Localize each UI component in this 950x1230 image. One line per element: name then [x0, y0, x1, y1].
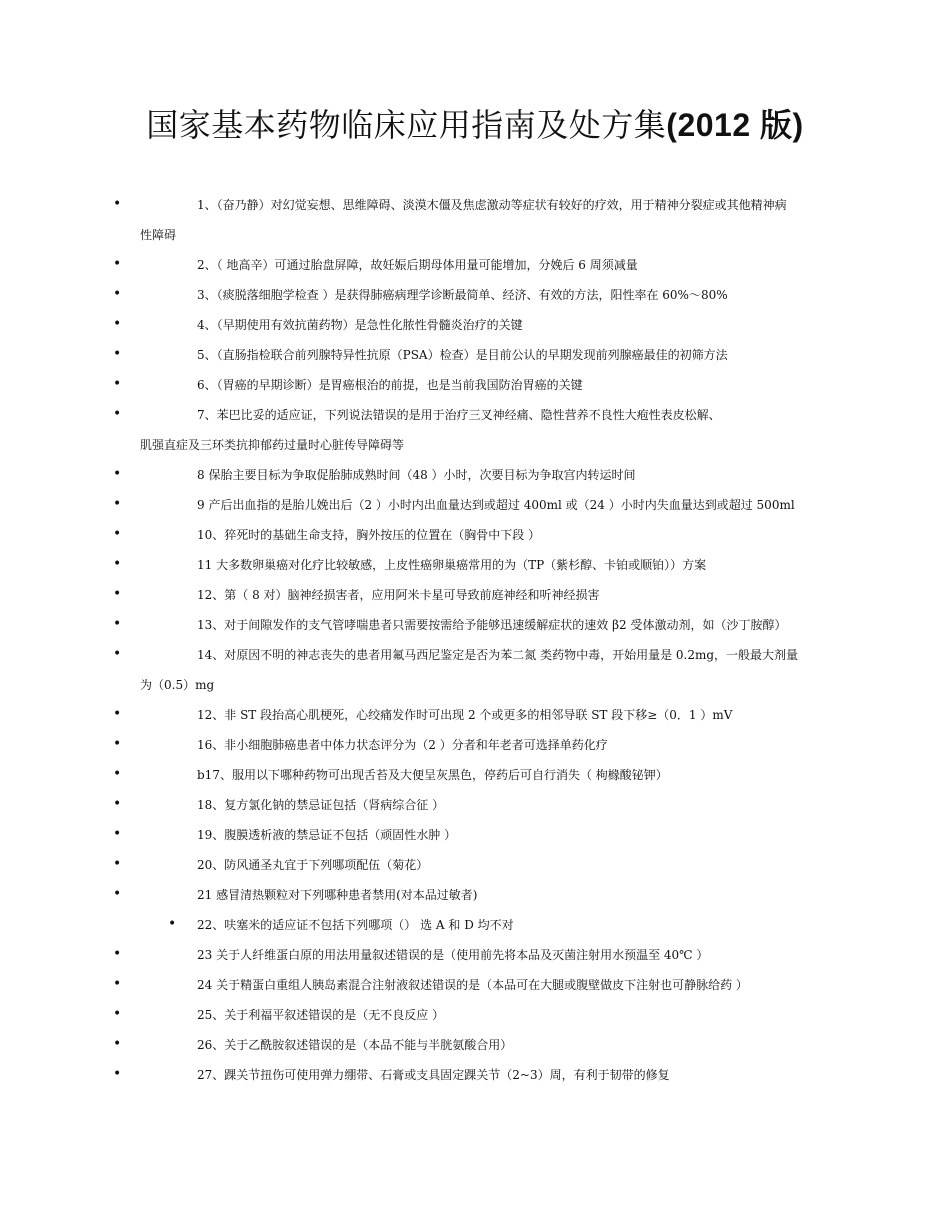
list-item: [0, 700, 950, 730]
list-item: [0, 400, 950, 460]
bullet-icon: •: [113, 346, 122, 362]
bullet-icon: •: [113, 1036, 122, 1052]
list-item: [0, 280, 950, 310]
bullet-icon: •: [113, 1066, 122, 1082]
bullet-icon: •: [113, 826, 122, 842]
bullet-icon: •: [113, 496, 122, 512]
list-item: [0, 910, 950, 940]
bullet-icon: •: [113, 736, 122, 752]
list-item: [0, 310, 950, 340]
item-text: 19、腹膜透析液的禁忌证不包括（顽固性水肿 ）: [197, 828, 457, 842]
list-item: [0, 190, 950, 250]
item-text: 26、关于乙酰胺叙述错误的是（本品不能与半胱氨酸合用）: [197, 1038, 513, 1052]
list-item: [0, 340, 950, 370]
bullet-icon: •: [113, 946, 122, 962]
item-text: b17、服用以下哪种药物可出现舌苔及大便呈灰黑色，停药后可自行消失（ 枸橼酸铋钾）: [197, 768, 668, 782]
list-item: [0, 760, 950, 790]
list-item: [0, 460, 950, 490]
item-text: 5、（直肠指检联合前列腺特异性抗原（PSA）检查）是目前公认的早期发现前列腺癌最佳的初筛方法: [197, 348, 728, 362]
list-item: [0, 550, 950, 580]
list-item: [0, 490, 950, 520]
list-item: [0, 820, 950, 850]
bullet-icon: •: [113, 646, 122, 662]
bullet-icon: •: [113, 286, 122, 302]
item-text: 6、（胃癌的早期诊断）是胃癌根治的前提，也是当前我国防治胃癌的关键: [197, 378, 583, 392]
list-item: [0, 850, 950, 880]
item-text: 3、（痰脱落细胞学检查 ）是获得肺癌病理学诊断最简单、经济、有效的方法，阳性率在 60%～80%: [197, 288, 728, 302]
item-text-continued: 性障碍: [140, 228, 177, 242]
list-item: [0, 730, 950, 760]
item-text: 11 大多数卵巢癌对化疗比较敏感，上皮性癌卵巢癌常用的为（TP（紫杉醇、卡铂或顺铂））方案: [197, 558, 707, 572]
list-item: [0, 880, 950, 910]
list-item: [0, 370, 950, 400]
bullet-icon: •: [113, 886, 122, 902]
bullet-icon: •: [113, 796, 122, 812]
item-text: 7、苯巴比妥的适应证，下列说法错误的是用于治疗三叉神经痛、隐性营养不良性大疱性表皮松解、: [197, 408, 721, 422]
title-text: 国家基本药物临床应用指南及处方集: [146, 106, 667, 144]
bullet-icon: •: [168, 916, 177, 932]
item-text: 22、呋塞米的适应证不包括下列哪项（） 选 A 和 D 均不对: [197, 918, 514, 932]
item-text: 10、猝死时的基础生命支持，胸外按压的位置在（胸骨中下段 ）: [197, 528, 541, 542]
list-item: [0, 940, 950, 970]
title-year: (2012 版): [666, 107, 804, 143]
item-list: [0, 190, 950, 1090]
bullet-icon: •: [113, 976, 122, 992]
item-text: 4、（早期使用有效抗菌药物）是急性化脓性骨髓炎治疗的关键: [197, 318, 523, 332]
bullet-icon: •: [113, 1006, 122, 1022]
list-item: [0, 580, 950, 610]
bullet-icon: •: [113, 586, 122, 602]
bullet-icon: •: [113, 256, 122, 272]
list-item: [0, 640, 950, 700]
item-text: 1、（奋乃静）对幻觉妄想、思维障碍、淡漠木僵及焦虑激动等症状有较好的疗效，用于精神分裂症或其他精神病: [197, 198, 787, 212]
item-text: 20、防风通圣丸宜于下列哪项配伍（菊花）: [197, 858, 429, 872]
list-item: [0, 790, 950, 820]
item-text: 21 感冒清热颗粒对下列哪种患者禁用(对本品过敏者): [197, 888, 478, 902]
item-text: 13、对于间隙发作的支气管哮喘患者只需要按需给予能够迅速缓解症状的速效 β2 受体激动剂，如（沙丁胺醇）: [197, 618, 787, 632]
item-text-continued: 为（0.5）mg: [140, 678, 215, 692]
item-text: 25、关于利福平叙述错误的是（无不良反应 ）: [197, 1008, 445, 1022]
item-text: 14、对原因不明的神志丧失的患者用氟马西尼鉴定是否为苯二氮 类药物中毒，开始用量是 0.2mg，一般最大剂量: [197, 648, 799, 662]
item-text: 12、第（ 8 对）脑神经损害者，应用阿米卡星可导致前庭神经和听神经损害: [197, 588, 600, 602]
bullet-icon: •: [113, 466, 122, 482]
list-item: [0, 520, 950, 550]
item-text: 9 产后出血指的是胎儿娩出后（2 ）小时内出血量达到或超过 400ml 或（24 ）小时内失血量达到或超过 500ml: [197, 498, 795, 512]
list-item: [0, 250, 950, 280]
item-text: 24 关于精蛋白重组人胰岛素混合注射液叙述错误的是（本品可在大腿或腹壁做皮下注射也可静脉给药 ）: [197, 978, 748, 992]
bullet-icon: •: [113, 316, 122, 332]
list-item: [0, 610, 950, 640]
list-item: [0, 1030, 950, 1060]
page-title: [0, 100, 950, 146]
item-text-continued: 肌强直症及三环类抗抑郁药过量时心脏传导障碍等: [140, 438, 405, 452]
item-text: 27、踝关节扭伤可使用弹力绷带、石膏或支具固定踝关节（2~3）周，有利于韧带的修复: [197, 1068, 670, 1082]
bullet-icon: •: [113, 766, 122, 782]
item-text: 23 关于人纤维蛋白原的用法用量叙述错误的是（使用前先将本品及灭菌注射用水预温至 40℃ ）: [197, 948, 709, 962]
bullet-icon: •: [113, 526, 122, 542]
item-text: 16、非小细胞肺癌患者中体力状态评分为（2 ）分者和年老者可选择单药化疗: [197, 738, 608, 752]
bullet-icon: •: [113, 556, 122, 572]
bullet-icon: •: [113, 856, 122, 872]
bullet-icon: •: [113, 706, 122, 722]
bullet-icon: •: [113, 616, 122, 632]
item-text: 2、（ 地高辛）可通过胎盘屏障，故妊娠后期母体用量可能增加，分娩后 6 周须减量: [197, 258, 638, 272]
list-item: [0, 1000, 950, 1030]
list-item: [0, 970, 950, 1000]
bullet-icon: •: [113, 196, 122, 212]
item-text: 12、非 ST 段抬高心肌梗死，心绞痛发作时可出现 2 个或更多的相邻导联 ST 段下移≥（0．1 ）mV: [197, 708, 733, 722]
list-item: [0, 1060, 950, 1090]
bullet-icon: •: [113, 376, 122, 392]
bullet-icon: •: [113, 406, 122, 422]
item-text: 18、复方氯化钠的禁忌证包括（肾病综合征 ）: [197, 798, 445, 812]
item-text: 8 保胎主要目标为争取促胎肺成熟时间（48 ）小时，次要目标为争取宫内转运时间: [197, 468, 636, 482]
